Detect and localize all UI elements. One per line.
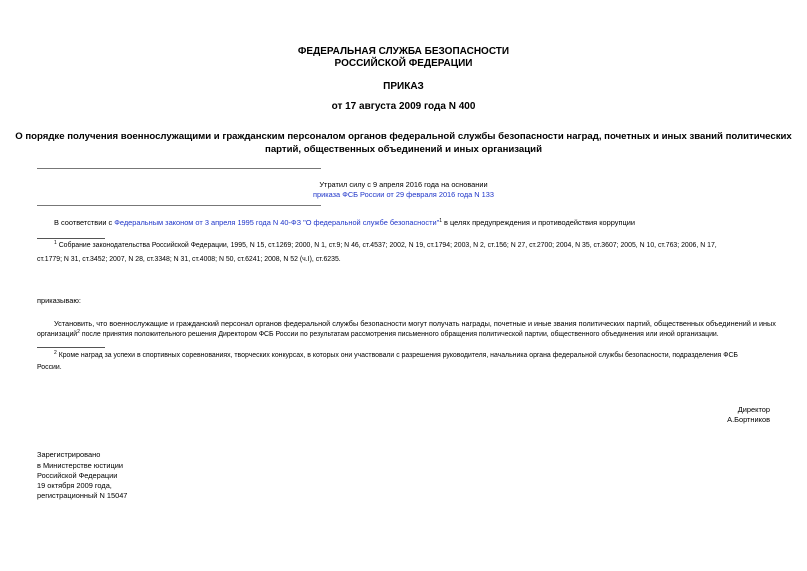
footnote-divider-1 xyxy=(37,238,105,239)
footnote-divider-2 xyxy=(37,347,105,348)
document-date: от 17 августа 2009 года N 400 xyxy=(331,101,476,112)
footnote-1-line2: ст.1779; N 31, ст.3452; 2007, N 28, ст.3348; N 31, ст.4008; N 50, ст.6241; 2008, N 52 (ч.I), ст.6235. xyxy=(37,256,341,263)
footnote-2-line1 xyxy=(54,351,738,361)
footnote-2-mark: 2 xyxy=(54,350,57,356)
agency-name-line2: РОССИЙСКОЙ ФЕДЕРАЦИИ xyxy=(334,58,473,69)
footnote-1-mark: 1 xyxy=(54,240,57,246)
preamble-suffix: в целях предупреждения и противодействия коррупции xyxy=(442,218,635,227)
main-clause-line1: Установить, что военнослужащие и гражданский персонал органов федеральной службы безопасности могут получать награды, почетные и иные звания политических партий, общественных объединений и иных xyxy=(54,319,776,328)
document-type: ПРИКАЗ xyxy=(383,81,424,92)
registration-line5: регистрационный N 15047 xyxy=(37,491,128,500)
main-clause-line2 xyxy=(37,330,719,340)
main-clause-text-b: после принятия положительного решения Директором ФСБ России по результатам рассмотрения письменного обращения политической партии, общественного объединения или иной организации. xyxy=(79,331,719,338)
signature-name: А.Бортников xyxy=(727,415,770,424)
main-clause-text-a: организаций xyxy=(37,331,78,338)
preamble-prefix: В соответствии с xyxy=(54,218,115,227)
registration-line1: Зарегистрировано xyxy=(37,450,101,459)
agency-name-line1: ФЕДЕРАЛЬНАЯ СЛУЖБА БЕЗОПАСНОСТИ xyxy=(297,46,510,57)
registration-line3: Российской Федерации xyxy=(37,471,118,480)
status-text: Утратил силу с 9 апреля 2016 года на основании xyxy=(319,180,488,189)
footnote-ref-1[interactable]: 1 xyxy=(439,218,442,224)
federal-law-link[interactable]: Федеральным законом от 3 апреля 1995 года N 40-ФЗ "О федеральной службе безопасности" xyxy=(114,218,440,227)
footnote-1-text: Собрание законодательства Российской Федерации, 1995, N 15, ст.1269; 2000, N 1, ст.9; N 46, ст.4537; 2002, N 19, ст.1794; 2003, N 2, ст.156; N 27, ст.2700; 2004, N 35, ст.3607; 2005, N 10, ст.763; 2006, N 17, xyxy=(56,242,717,249)
signature-position: Директор xyxy=(737,405,770,414)
footnote-2-text: Кроме наград за успехи в спортивных соревнованиях, творческих конкурсах, в которых они участвовали с разрешения руководителя, начальника органа федеральной службы безопасности, подразделения ФСБ xyxy=(56,352,738,359)
document-title-line1: О порядке получения военнослужащими и гражданским персоналом органов федеральной службы безопасности наград, почетных и иных званий политических xyxy=(15,131,792,142)
preamble xyxy=(54,218,635,228)
document-title-line2: партий, общественных объединений и иных организаций xyxy=(265,144,542,155)
footnote-2-line2: России. xyxy=(37,364,62,371)
status-link[interactable]: приказа ФСБ России от 29 февраля 2016 года N 133 xyxy=(312,190,495,199)
footnote-1-line1 xyxy=(54,241,717,251)
footnote-ref-2[interactable]: 2 xyxy=(77,329,80,335)
separator-top xyxy=(37,168,321,169)
registration-line4: 19 октября 2009 года, xyxy=(37,481,112,490)
registration-line2: в Министерстве юстиции xyxy=(37,461,124,470)
separator-bottom xyxy=(37,205,321,206)
order-word: приказываю: xyxy=(37,296,81,305)
